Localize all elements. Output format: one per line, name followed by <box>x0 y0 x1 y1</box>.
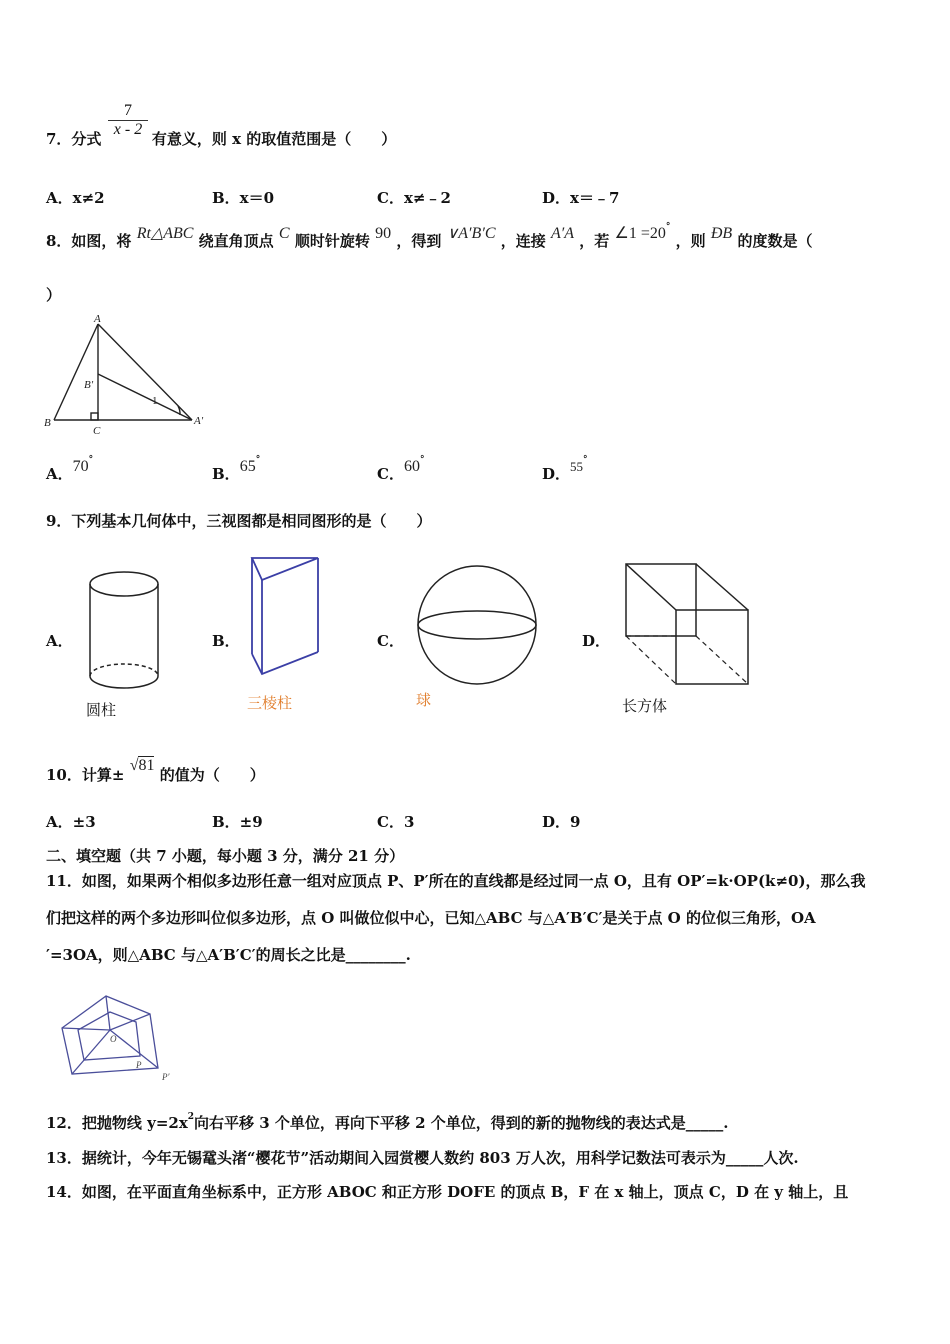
section-2-heading: 二、填空题（共 7 小题，每小题 3 分，满分 21 分） <box>46 847 405 865</box>
q9-option-a[interactable]: A． <box>46 632 73 650</box>
q9-cuboid-figure <box>624 562 752 690</box>
q7-fraction-numerator: 7 <box>124 102 132 119</box>
q10-option-a[interactable]: A．±3 <box>46 813 96 831</box>
q8-label-b: B <box>44 417 51 429</box>
q10-option-d[interactable]: D．9 <box>542 813 581 831</box>
q11-line-1: 11．如图，如果两个相似多边形任意一组对应顶点 P、P′所在的直线都是经过同一点 O，且有 OP′=k·OP(k≠0)，那么我 <box>46 872 866 890</box>
q8-label-aprime: A′ <box>194 415 204 427</box>
q13-stem: 13．据统计，今年无锡鼋头渚“樱花节”活动期间入园赏樱人数约 803 万人次，用科学记数法可表示为_____人次. <box>46 1149 799 1167</box>
q8-label-a: A <box>94 313 101 325</box>
q9-prism-top <box>252 558 318 580</box>
q10-radical: √81 <box>129 757 155 774</box>
q9-caption-cuboid: 长方体 <box>622 697 668 715</box>
q11-homothety-figure <box>60 994 180 1084</box>
q9-sphere-equator-back <box>418 611 536 625</box>
q10-option-b[interactable]: B．±9 <box>212 813 263 831</box>
q9-cylinder-bottom-back <box>90 664 158 676</box>
q7-option-b[interactable]: B．x＝0 <box>212 189 275 207</box>
q9-stem: 9．下列基本几何体中，三视图都是相同图形的是（ ） <box>46 512 432 530</box>
q9-prism-figure <box>248 556 323 681</box>
q7-option-d[interactable]: D．x＝﹣7 <box>542 189 620 207</box>
q8-label-angle-1: 1 <box>152 395 158 407</box>
q9-cylinder-top <box>90 572 158 596</box>
q9-cuboid-hidden-3 <box>626 636 676 684</box>
q7-stem: 7．分式 有意义，则 x 的取值范围是（ ） <box>46 130 397 148</box>
q9-cuboid-edge-tr <box>696 564 748 610</box>
q8-triangle-figure <box>44 312 214 437</box>
q9-cuboid-back <box>626 564 696 636</box>
q9-sphere-outline <box>418 566 536 684</box>
q9-caption-cylinder: 圆柱 <box>86 701 117 719</box>
q8-label-c: C <box>93 425 101 437</box>
q8-close-paren: ） <box>46 286 62 304</box>
q9-option-b[interactable]: B． <box>212 632 240 650</box>
q11-label-o: O <box>110 1034 117 1044</box>
q9-cuboid-hidden-2 <box>696 636 748 684</box>
q9-option-d[interactable]: D． <box>582 632 611 650</box>
q8-option-b[interactable]: B．65° <box>212 455 261 483</box>
q11-line-3: ′=3OA，则△ABC 与△A′B′C′的周长之比是________. <box>46 946 411 964</box>
q8-edge-aap <box>98 324 192 420</box>
q8-option-a[interactable]: A．70° <box>46 455 94 483</box>
q9-cylinder-figure <box>86 568 166 693</box>
q12-stem: 12．把抛物线 $y=2x^2$向右平移 3 个单位，再向下平移 2 个单位，得到的新的抛物线的表达式是_____. <box>46 1112 729 1132</box>
q7-fraction-denominator: x - 2 <box>108 120 148 139</box>
q11-label-pprime: P′ <box>162 1072 170 1082</box>
q9-option-c[interactable]: C． <box>377 632 404 650</box>
q8-label-bprime: B′ <box>84 379 94 391</box>
q9-caption-prism: 三棱柱 <box>247 694 293 712</box>
q8-option-c[interactable]: C．60° <box>377 455 425 483</box>
q9-caption-sphere: 球 <box>416 691 432 709</box>
q11-line-2: 们把这样的两个多边形叫位似多边形，点 O 叫做位似中心，已知△ABC 与△A′B′C′是关于点 O 的位似三角形，OA <box>46 909 816 927</box>
q7-option-a[interactable]: A．x≠2 <box>46 189 105 207</box>
q9-cuboid-front <box>676 610 748 684</box>
q11-label-p: P <box>136 1060 142 1070</box>
q8-right-angle-mark <box>91 413 98 420</box>
q10-option-c[interactable]: C．3 <box>377 813 415 831</box>
q14-stem: 14．如图，在平面直角坐标系中，正方形 ABOC 和正方形 DOFE 的顶点 B，F 在 x 轴上，顶点 C，D 在 y 轴上，且 <box>46 1183 849 1201</box>
q7-option-c[interactable]: C．x≠﹣2 <box>377 189 451 207</box>
q8-edge-bpap <box>98 374 192 420</box>
q7-fraction <box>108 102 148 139</box>
q9-sphere-equator-front <box>418 625 536 639</box>
q8-stem: 8．如图，将 Rt△ABC 绕直角顶点 C 顺时针旋转 90 ，得到 ∨A′B′C ，连接 A′A ，若 ∠1 =20° ，则 ÐB 的度数是（ <box>46 222 813 250</box>
q9-cuboid-edge-tl <box>626 564 676 610</box>
q8-option-d[interactable]: D．55° <box>542 455 588 483</box>
q8-edge-ab <box>54 324 98 420</box>
q9-sphere-figure <box>414 562 542 690</box>
q9-cylinder-bottom-front <box>90 676 158 688</box>
q10-stem: 10．计算± √81 的值为（ ） <box>46 757 265 784</box>
